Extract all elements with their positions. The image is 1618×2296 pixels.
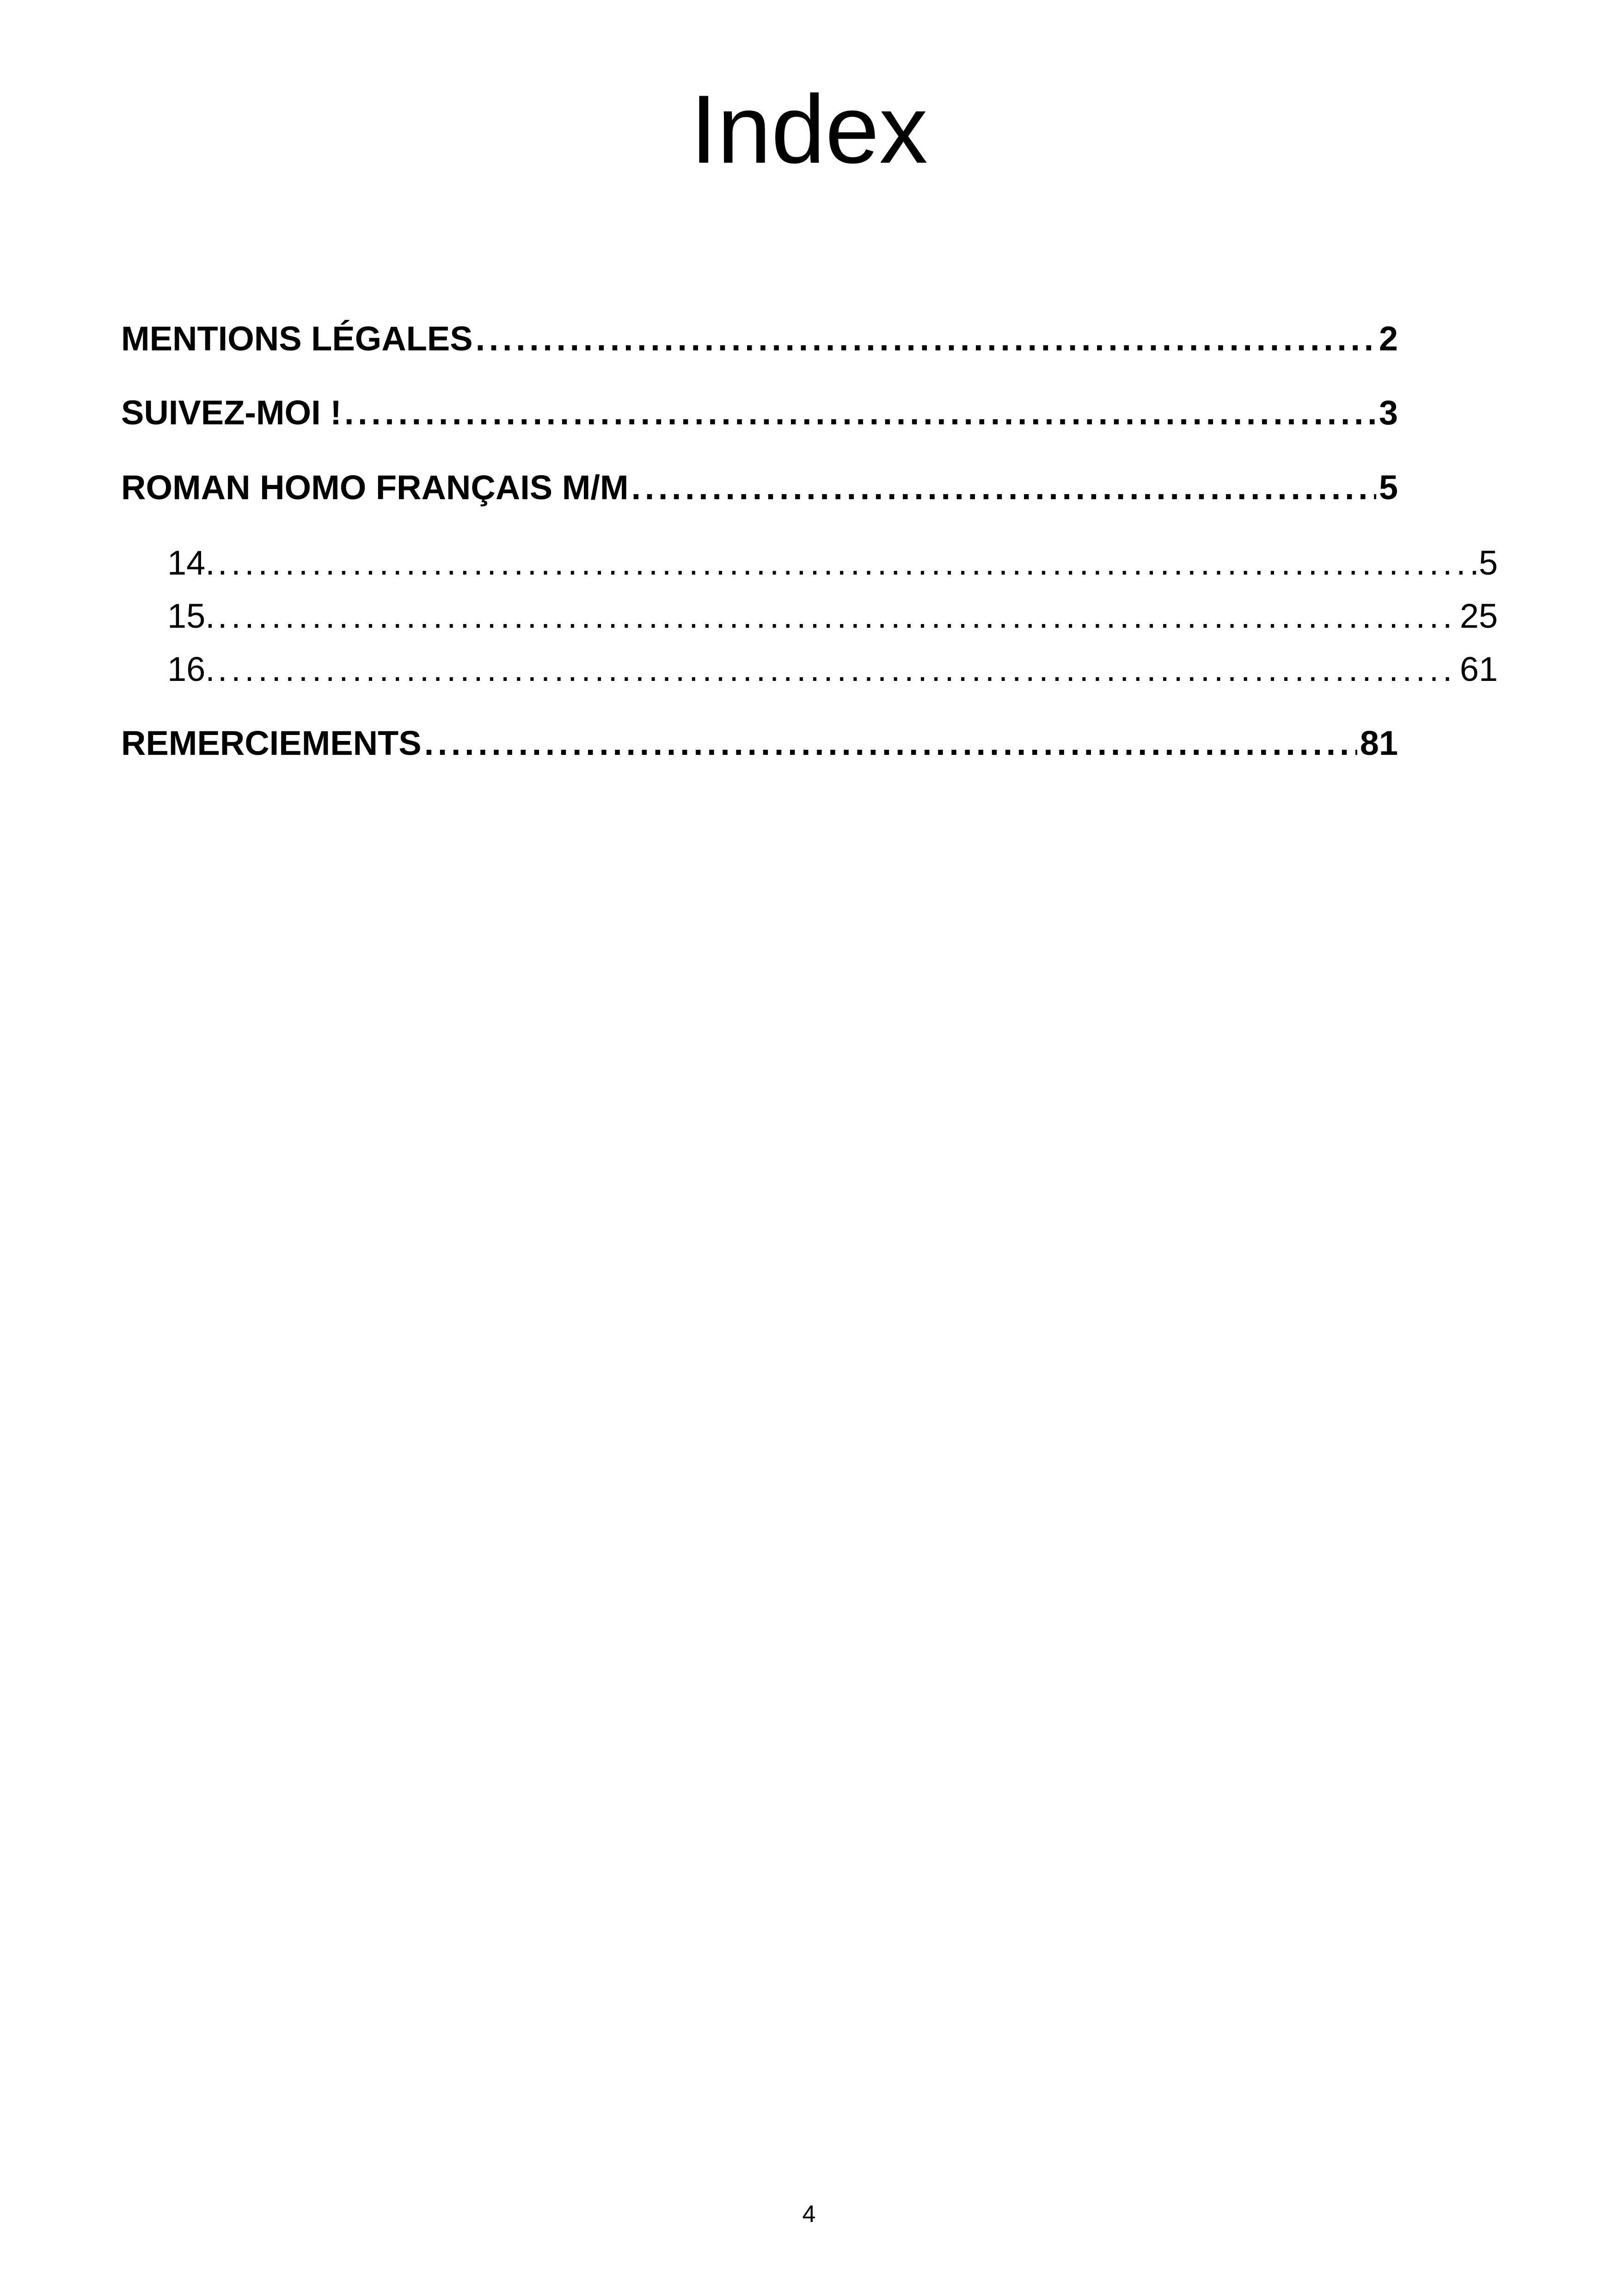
toc-entry-page: 5 [1379, 468, 1398, 507]
toc-leader-dots [218, 649, 1457, 689]
toc-entry-label: 15. [167, 597, 215, 635]
toc-entry-remerciements[interactable] [121, 723, 1398, 770]
toc-entry-roman[interactable] [121, 468, 1398, 514]
toc-entry-page: 81 [1360, 724, 1398, 762]
toc-entry-suivez-moi[interactable] [121, 393, 1398, 439]
toc-leader-dots [424, 723, 1357, 763]
toc-entry-page: 25 [1459, 597, 1498, 635]
toc-leader-dots [344, 393, 1376, 432]
toc-entry-label: ROMAN HOMO FRANÇAIS M/M [121, 468, 629, 507]
toc-subentry-14[interactable] [167, 543, 1498, 589]
toc-entry-page: 61 [1459, 650, 1498, 688]
page-number: 4 [802, 2201, 816, 2228]
toc-entry-label: 16. [167, 650, 215, 688]
toc-subentry-15[interactable] [167, 596, 1498, 643]
toc-leader-dots [218, 596, 1457, 636]
toc-leader-dots [476, 319, 1376, 358]
toc-entry-label: MENTIONS LÉGALES [121, 319, 473, 358]
toc-leader-dots [218, 543, 1476, 582]
toc-entry-page: 3 [1379, 393, 1398, 432]
page-title: Index [690, 75, 928, 184]
toc-leader-dots [631, 468, 1376, 507]
toc-entry-mentions-legales[interactable] [121, 319, 1398, 365]
toc-entry-label: REMERCIEMENTS [121, 724, 422, 762]
toc-entry-label: 14. [167, 544, 215, 582]
toc-entry-page: 5 [1478, 544, 1498, 582]
toc-entry-page: 2 [1379, 319, 1398, 358]
toc-entry-label: SUIVEZ-MOI ! [121, 393, 342, 432]
toc-subentry-16[interactable] [167, 649, 1498, 696]
